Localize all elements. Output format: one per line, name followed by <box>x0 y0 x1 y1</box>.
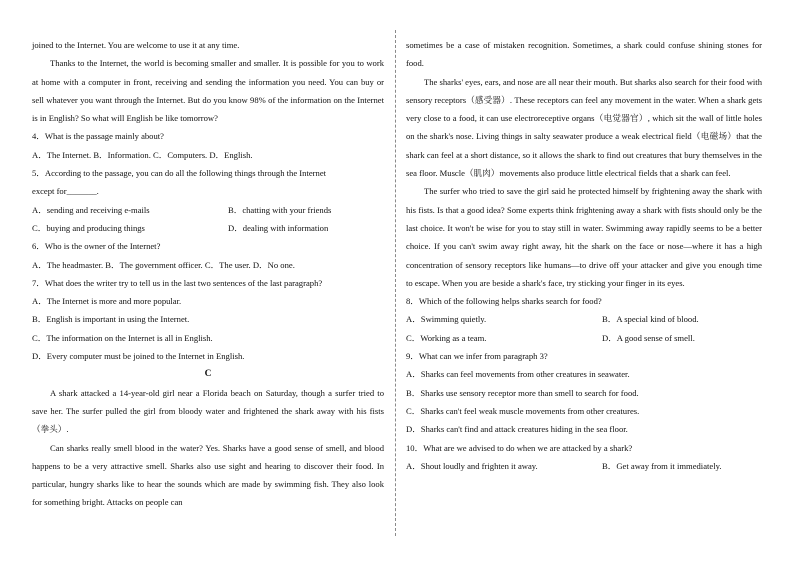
question-4-options: A．The Internet. B．Information. C．Computers. D．English. <box>32 149 253 160</box>
option-9d: D．Sharks can't find and attack creatures hiding in the sea floor. <box>406 424 628 435</box>
option-7c: C．The information on the Internet is all in English. <box>32 332 213 343</box>
question-5-options-row-1 <box>32 201 384 219</box>
option-8c: C．Working as a team. <box>406 332 487 343</box>
option-7a: A．The Internet is more and more popular. <box>32 296 182 307</box>
option-5b: B．chatting with your friends <box>228 204 332 215</box>
option-9a: A．Sharks can feel movements from other creatures in seawater. <box>406 369 630 380</box>
question-6-options: A．The headmaster. B．The government officer. C．The user. D．No one. <box>32 259 295 270</box>
question-8-options-row-2 <box>406 329 762 347</box>
option-7b: B．English is important in using the Internet. <box>32 314 190 325</box>
option-5c: C．buying and producing things <box>32 222 145 233</box>
column-divider <box>395 30 396 536</box>
passage-c-paragraph-2-cont: sometimes be a case of mistaken recognition. Sometimes, a shark could confuse shining stones for food. <box>406 40 762 69</box>
question-9: 9．What can we infer from paragraph 3? <box>406 351 548 362</box>
question-8: 8．Which of the following helps sharks search for food? <box>406 296 602 307</box>
question-5: 5．According to the passage, you can do all the following things through the Internet <box>32 168 327 179</box>
question-4: 4．What is the passage mainly about? <box>32 131 164 142</box>
section-c-title: C <box>204 369 212 380</box>
passage-c-paragraph-2: Can sharks really smell blood in the water? Yes. Sharks have a good sense of smell, and blood happens to be a very attractive smell. Sharks also use sight and hearing to discover their food. In particular, hungry sharks like to hear the sounds which are made by swimming fish. They also look for something bright. Attacks on people can <box>32 442 384 508</box>
question-8-options-row-1 <box>406 310 762 328</box>
passage-c-paragraph-1: A shark attacked a 14-year-old girl near a Florida beach on Saturday, though a surfer tried to save her. The surfer pulled the girl from bloody water and frightened the shark away with his fists（拳头）. <box>32 387 384 435</box>
option-9b: B．Sharks use sensory receptor more than smell to search for food. <box>406 387 639 398</box>
option-8d: D．A good sense of smell. <box>602 332 695 343</box>
option-9c: C．Sharks can't feel weak muscle movements from other creatures. <box>406 405 640 416</box>
option-10b: B．Get away from it immediately. <box>602 460 722 471</box>
question-10-options-row <box>406 457 762 475</box>
left-column <box>32 36 384 512</box>
option-5a: A．sending and receiving e-mails <box>32 204 150 215</box>
question-5-options-row-2 <box>32 219 384 237</box>
passage-b-paragraph: Thanks to the Internet, the world is becoming smaller and smaller. It is possible for you to work at home with a computer in front, receiving and sending the information you need. You can buy or sell whatever you want through the Internet. But do you know 98% of the information on the Internet is in English? So what will English be like tomorrow? <box>32 58 384 124</box>
question-7: 7．What does the writer try to tell us in the last two sentences of the last paragraph? <box>32 277 323 288</box>
option-7d: D．Every computer must be joined to the Internet in English. <box>32 351 245 362</box>
passage-b-end-paragraph: joined to the Internet. You are welcome to use it at any time. <box>32 40 240 50</box>
option-10a: A．Shout loudly and frighten it away. <box>406 460 538 471</box>
question-6: 6．Who is the owner of the Internet? <box>32 241 161 252</box>
question-10: 10．What are we advised to do when we are attacked by a shark? <box>406 442 633 453</box>
question-5-blank: except for_______. <box>32 186 99 197</box>
option-5d: D．dealing with information <box>228 222 329 233</box>
passage-c-paragraph-4: The surfer who tried to save the girl said he protected himself by frightening away the shark with his fists. Is that a good idea? Some experts think frightening away a shark with fists should only be the last choice. It won't be wise for you to stay still in water. Swimming away rapidly seems to be a better choice. If you can't swim away right away, hit the shark on the face or nose—where it has a high concentration of sensory receptors like humans—to drive off your attacker and give you enough time to escape. When you are beside a shark's face, try sticking your finger in its eyes. <box>406 186 762 288</box>
option-8a: A．Swimming quietly. <box>406 314 487 325</box>
right-column <box>406 36 762 475</box>
passage-c-paragraph-3: The sharks' eyes, ears, and nose are all near their mouth. But sharks also search for their food with sensory receptors（感受器）. These receptors can feel any movement in the water. When a shark gets very close to a food, it can use electroreceptive organs（电觉器官）, which sit the wall of little holes on the shark's nose. Living things in salty seawater produce a weak electrical field（电磁场）that the shark can feel at a short distance, so it allows the shark to find out creatures that bury themselves in the sea floor. Muscle（肌肉）movements also produce little electrical fields that a shark can feel. <box>406 76 762 179</box>
option-8b: B．A special kind of blood. <box>602 314 699 325</box>
